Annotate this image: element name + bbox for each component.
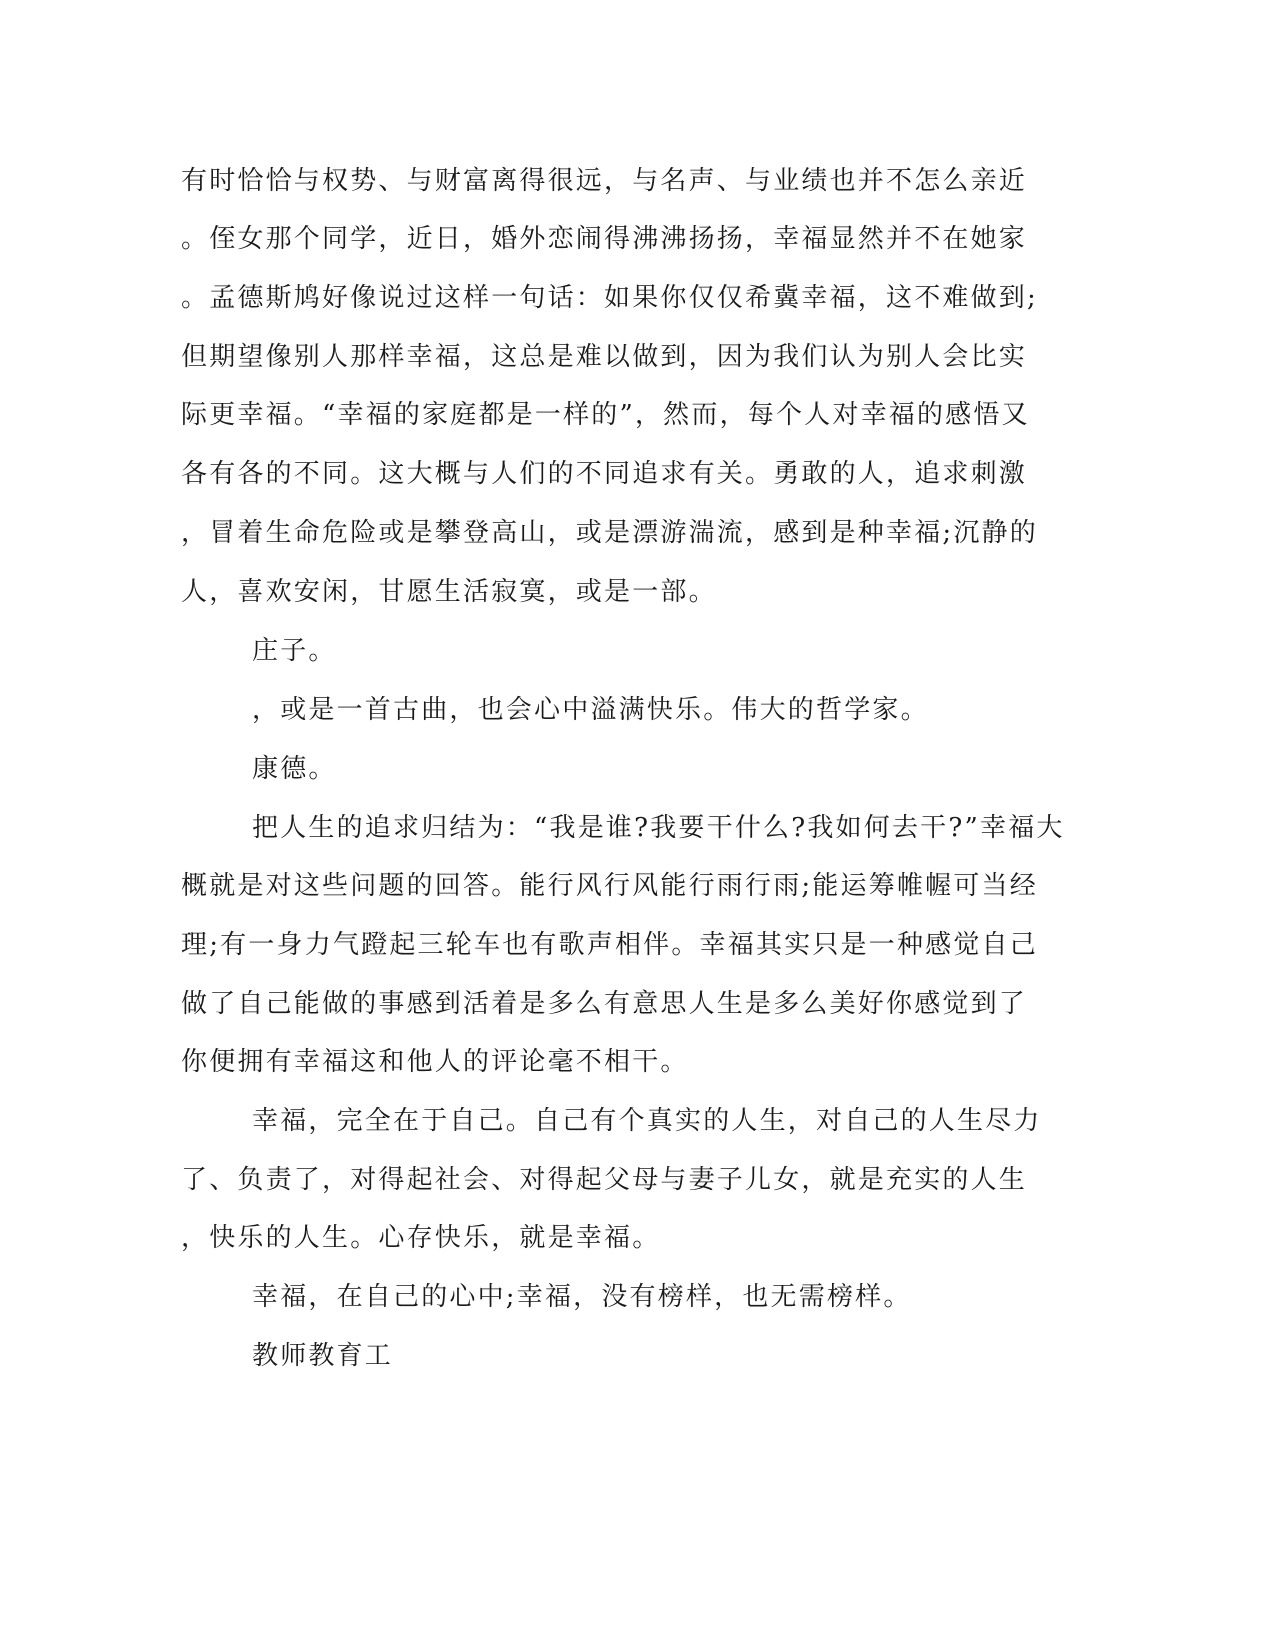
text-line: 幸福，在自己的心中;幸福，没有榜样，也无需榜样。 bbox=[252, 1282, 912, 1312]
text-line: 你便拥有幸福这和他人的评论毫不相干。 bbox=[181, 1047, 689, 1077]
text-line: 。孟德斯鸠好像说过这样一句话：如果你仅仅希冀幸福，这不难做到; bbox=[181, 283, 1038, 313]
text-line: ，或是一首古曲，也会心中溢满快乐。伟大的哲学家。 bbox=[252, 695, 929, 725]
text-line: 际更幸福。“幸福的家庭都是一样的”，然而，每个人对幸福的感悟又 bbox=[181, 400, 1030, 430]
text-line: 幸福，完全在于自己。自己有个真实的人生，对自己的人生尽力 bbox=[252, 1106, 1042, 1136]
text-line: 理;有一身力气蹬起三轮车也有歌声相伴。幸福其实只是一种感觉自己 bbox=[181, 930, 1038, 960]
text-line: 了、负责了，对得起社会、对得起父母与妻子儿女，就是充实的人生 bbox=[181, 1165, 1028, 1195]
text-line: ，冒着生命危险或是攀登高山，或是漂游湍流，感到是种幸福;沉静的 bbox=[181, 518, 1038, 548]
text-line: 庄子。 bbox=[252, 636, 337, 666]
text-line: 做了自己能做的事感到活着是多么有意思人生是多么美好你感觉到了 bbox=[181, 989, 1028, 1019]
text-line: 但期望像别人那样幸福，这总是难以做到，因为我们认为别人会比实 bbox=[181, 342, 1028, 372]
text-line: 人，喜欢安闲，甘愿生活寂寞，或是一部。 bbox=[181, 577, 717, 607]
text-line: 把人生的追求归结为：“我是谁?我要干什么?我如何去干?”幸福大 bbox=[252, 813, 1065, 843]
text-line: 有时恰恰与权势、与财富离得很远，与名声、与业绩也并不怎么亲近 bbox=[181, 166, 1028, 196]
text-line: 各有各的不同。这大概与人们的不同追求有关。勇敢的人，追求刺激 bbox=[181, 459, 1028, 489]
text-line: 。侄女那个同学，近日，婚外恋闹得沸沸扬扬，幸福显然并不在她家 bbox=[181, 224, 1028, 254]
text-line: 教师教育工 bbox=[252, 1341, 394, 1371]
text-line: 概就是对这些问题的回答。能行风行风能行雨行雨;能运筹帷幄可当经 bbox=[181, 871, 1038, 901]
text-line: ，快乐的人生。心存快乐，就是幸福。 bbox=[181, 1223, 661, 1253]
text-line: 康德。 bbox=[252, 754, 337, 784]
